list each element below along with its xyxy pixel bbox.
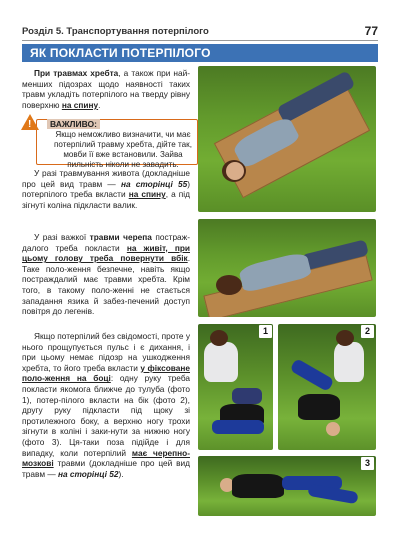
- abdomen-text-2: ) потерпілого треба вкласти: [22, 178, 190, 200]
- title-band: [22, 44, 378, 62]
- paragraph-unconscious: [22, 331, 190, 479]
- warning-box: [36, 119, 198, 169]
- head-text-3: . Таке поло-ження безпечне, навіть якщо постраждалий має травми хребта. Крім того, в такому поло-женні не стається западання язика й забез-печений доступ повітря до легенів.: [22, 253, 190, 317]
- photo-number-2: 2: [361, 325, 374, 338]
- page-title: ЯК ПОКЛАСТИ ПОТЕРПІЛОГО: [30, 46, 211, 60]
- abdomen-underline: на спину: [128, 189, 166, 200]
- warning-text: Якщо неможливо визначити, чи має потерпілий травму хребта, дійте так, мовби її вже встановили. Зайва пильність ніколи не завадить.: [54, 130, 192, 169]
- unconscious-text-3: травми (докладніше про цей вид травм —: [22, 458, 190, 479]
- photo-supine-on-board: [198, 66, 376, 212]
- page-number: 77: [364, 24, 378, 38]
- unconscious-bold: має черепно-мозкові: [22, 447, 190, 469]
- abdomen-text-3: , а під зігнуті коліна підкласти валик.: [22, 189, 190, 210]
- unconscious-ref: на сторінці 52: [57, 468, 119, 479]
- unconscious-text-4: ).: [118, 468, 124, 479]
- unconscious-underline: у фіксоване поло-ження на боці: [22, 362, 190, 384]
- photo-recovery-step-3: [198, 456, 376, 516]
- paragraph-head-injury: [22, 232, 190, 317]
- abdomen-text-1: У разі травмування живота (докладніше про цей вид травм —: [22, 168, 190, 189]
- warning-label: ВАЖЛИВО:: [47, 119, 100, 129]
- unconscious-text-2: : одну руку треба покласти якомога ближче до тулуба (фото 1), потер-пілого вкласти на бік (фото 2), другу руку підкласти під щоку зі протилежного боку, а верхню ногу трохи зігнути в коліні і заки-нути за нижню ногу (фото 3). Ця-таки поза підійде і для випадку, коли потерпілий: [22, 373, 190, 458]
- spine-text: , а також при най-менших підозрах щодо наявності таких травм укладіть потерпілого на тверду рівну поверхню: [22, 68, 191, 110]
- unconscious-text-1: Якщо потерпілий без свідомості, проте у нього прощупується пульс і є дихання, і при цьому немає підозр на ушкодження хребта, то його треба вкласти: [22, 331, 190, 373]
- warning-exclamation-icon: !: [28, 119, 32, 130]
- spine-bold: При травмах хребта: [34, 68, 119, 78]
- photo-prone-on-board: [198, 219, 376, 317]
- page-header: [22, 22, 378, 41]
- head-text-2: постраж-далого треба покласти: [22, 232, 190, 253]
- abdomen-ref: на сторінці 55: [120, 178, 188, 189]
- head-bold: травми черепа: [89, 232, 152, 242]
- spine-end: .: [98, 99, 101, 110]
- section-title: Розділ 5. Транспортування потерпілого: [22, 26, 209, 37]
- photo-number-3: 3: [361, 457, 374, 470]
- photo-recovery-step-2: [278, 324, 376, 450]
- head-underline: на живіт, при цьому голову треба повернути вбік: [22, 242, 190, 264]
- photo-recovery-step-1: [198, 324, 273, 450]
- spine-underline: на спину: [61, 99, 99, 110]
- head-text-1: У разі важкої: [34, 232, 90, 242]
- photo-number-1: 1: [259, 325, 272, 338]
- paragraph-abdomen: [22, 168, 190, 210]
- paragraph-spine: [22, 68, 190, 110]
